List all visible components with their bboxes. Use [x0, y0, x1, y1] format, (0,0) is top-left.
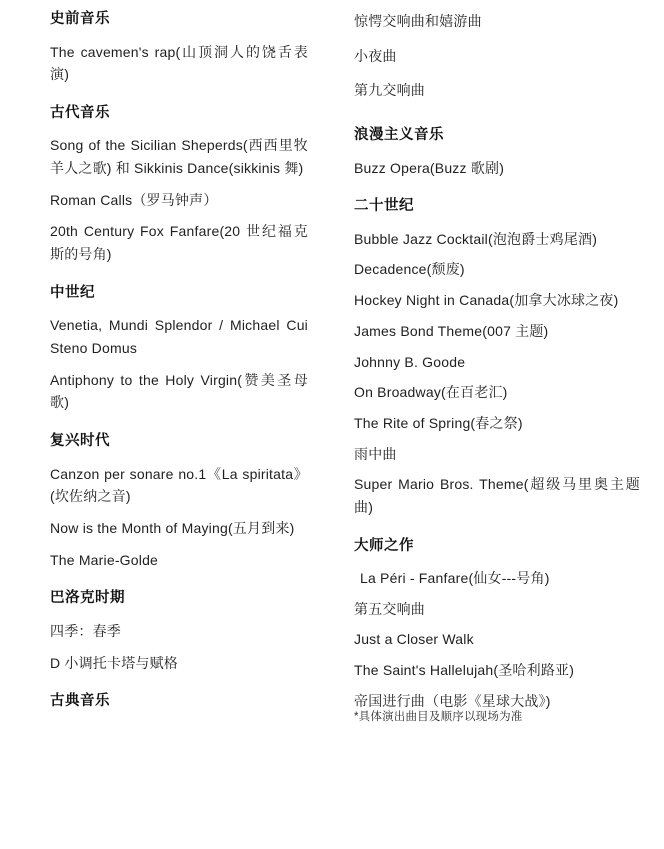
section-twentieth-century [354, 197, 640, 518]
list-item: Just a Closer Walk [354, 631, 474, 648]
list-item: Bubble Jazz Cocktail(泡泡爵士鸡尾酒) [354, 230, 598, 247]
section-baroque [50, 589, 308, 674]
list-item: 第九交响曲 [354, 82, 425, 99]
list-item: James Bond Theme(007 主题) [354, 322, 549, 339]
list-item: 20th Century Fox Fanfare(20 世纪福克斯的号角) [50, 223, 308, 263]
list-item: Now is the Month of Maying(五月到来) [50, 519, 295, 536]
list-item: Venetia, Mundi Splendor / Michael Cui Steno Domus [50, 317, 308, 357]
section-title: 巴洛克时期 [50, 590, 125, 607]
list-item: La Péri - Fanfare(仙女---号角) [360, 570, 550, 587]
section-prehistoric-music [50, 10, 308, 86]
list-item: Decadence(颓废) [354, 261, 465, 278]
section-classical-continued [354, 10, 640, 102]
list-item: D 小调托卡塔与赋格 [50, 654, 178, 671]
section-title: 中世纪 [50, 284, 95, 301]
list-item: Song of the Sicilian Sheperds(西西里牧羊人之歌) 和 Sikkinis Dance(sikkinis 舞) [50, 137, 308, 177]
section-renaissance [50, 432, 308, 571]
list-item: The cavemen's rap(山顶洞人的饶舌表演) [50, 43, 308, 83]
list-item: Johnny B. Goode [354, 353, 466, 370]
list-item: The Marie-Golde [50, 551, 159, 568]
footnote: *具体演出曲目及顺序以现场为准 [354, 711, 523, 724]
list-item: 惊愕交响曲和嬉游曲 [354, 13, 482, 29]
list-item: Canzon per sonare no.1《La spiritata》(坎佐纳之音) [50, 465, 308, 505]
section-title: 复兴时代 [50, 433, 110, 450]
list-item: On Broadway(在百老汇) [354, 384, 508, 401]
section-title: 浪漫主义音乐 [354, 127, 444, 144]
section-title: 史前音乐 [50, 11, 110, 27]
list-item: Antiphony to the Holy Virgin(赞美圣母歌) [50, 371, 308, 411]
list-item: 第五交响曲 [354, 600, 425, 617]
list-item: Hockey Night in Canada(加拿大冰球之夜) [354, 292, 619, 309]
section-classical [50, 692, 308, 712]
section-ancient-music [50, 104, 308, 266]
section-title: 古代音乐 [50, 104, 110, 121]
list-item: The Rite of Spring(春之祭) [354, 414, 523, 431]
section-romantic-music [354, 126, 640, 179]
list-item: Roman Calls（罗马钟声） [50, 191, 218, 208]
list-item: 雨中曲 [354, 445, 397, 462]
section-masterworks [354, 537, 640, 713]
list-item: 帝国进行曲（电影《星球大战》) [354, 692, 551, 709]
left-column [24, 10, 316, 730]
list-item: 四季：春季 [50, 622, 121, 639]
list-item: 小夜曲 [354, 47, 397, 64]
section-title: 二十世纪 [354, 198, 414, 215]
list-item: Super Mario Bros. Theme(超级马里奥主题曲) [354, 476, 640, 515]
section-medieval [50, 284, 308, 414]
section-title: 古典音乐 [50, 693, 110, 710]
right-column [340, 10, 640, 730]
list-item: The Saint's Hallelujah(圣哈利路亚) [354, 662, 575, 679]
list-item: Buzz Opera(Buzz 歌剧) [354, 159, 505, 176]
section-title: 大师之作 [354, 537, 414, 554]
